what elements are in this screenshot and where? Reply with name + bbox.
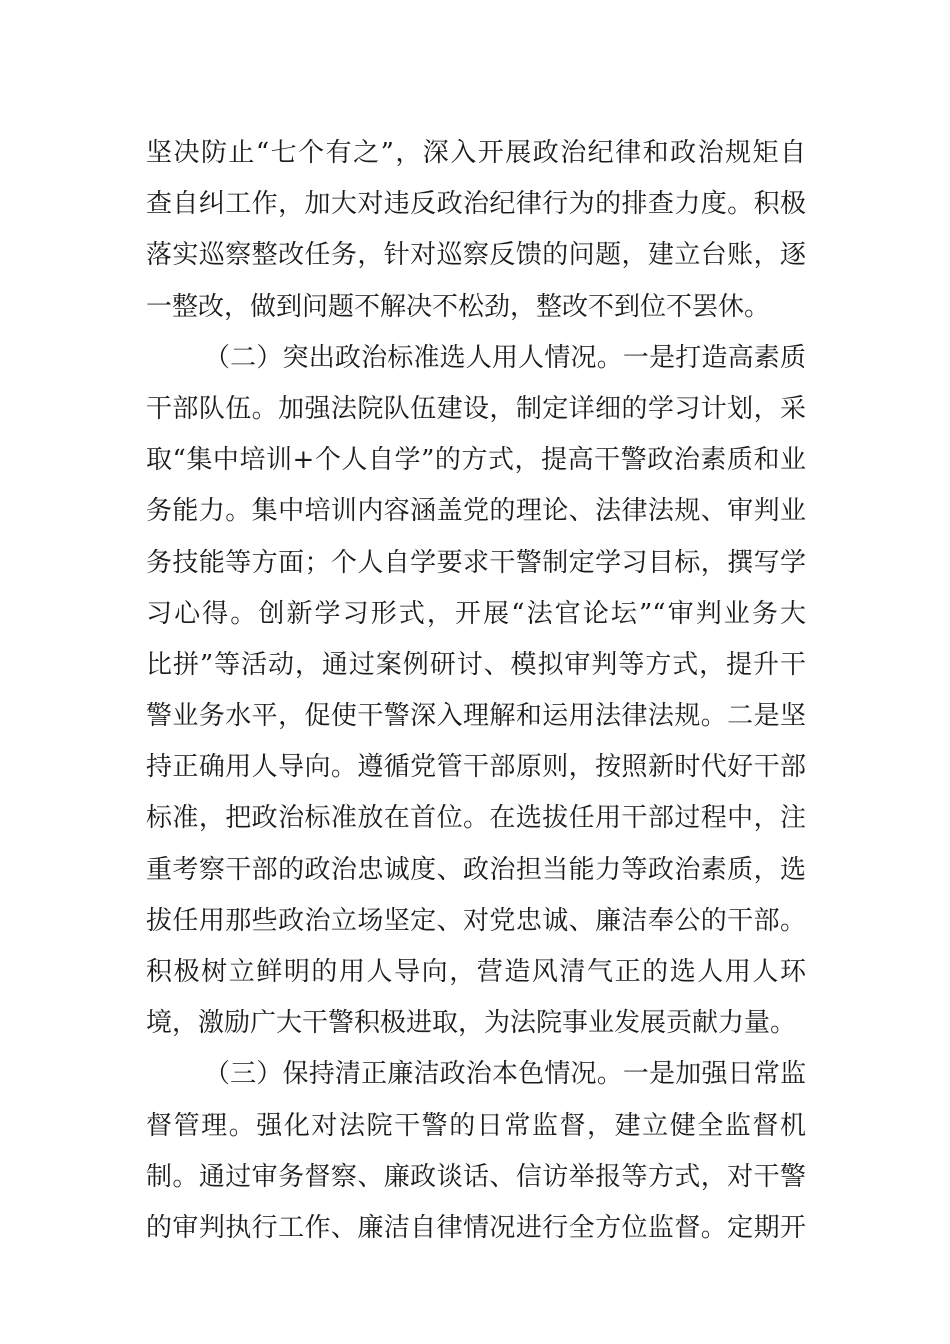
text-line: 境，激励广大干警积极进取，为法院事业发展贡献力量。 <box>146 1008 797 1039</box>
text-line: 比拼”等活动，通过案例研讨、模拟审判等方式，提升干 <box>146 649 806 680</box>
text-line: 坚决防止“七个有之”，深入开展政治纪律和政治规矩自 <box>146 138 806 168</box>
text-line: 制。通过审务督察、廉政谈话、信访举报等方式，对干警 <box>146 1161 806 1192</box>
text-line: 习心得。创新学习形式，开展“法官论坛”“审判业务大 <box>146 598 806 629</box>
section-heading-line: （三）保持清正廉洁政治本色情况。一是加强日常监 <box>204 1059 806 1090</box>
text-line: 拔任用那些政治立场坚定、对党忠诚、廉洁奉公的干部。 <box>146 905 806 936</box>
text-line: 务能力。集中培训内容涵盖党的理论、法律法规、审判业 <box>146 496 806 527</box>
text-line: 一整改，做到问题不解决不松劲，整改不到位不罢休。 <box>146 291 771 322</box>
text-line: 持正确用人导向。遵循党管干部原则，按照新时代好干部 <box>146 752 806 783</box>
section-heading-line: （二）突出政治标准选人用人情况。一是打造高素质 <box>204 342 806 373</box>
text-line: 务技能等方面；个人自学要求干警制定学习目标，撰写学 <box>146 547 806 578</box>
text-line: 的审判执行工作、廉洁自律情况进行全方位监督。定期开 <box>146 1212 806 1243</box>
text-line: 取“集中培训+个人自学”的方式，提高干警政治素质和业 <box>146 445 806 476</box>
text-line: 督管理。强化对法院干警的日常监督，建立健全监督机 <box>146 1110 806 1141</box>
text-line: 查自纠工作，加大对违反政治纪律行为的排查力度。积极 <box>146 189 806 220</box>
text-line: 干部队伍。加强法院队伍建设，制定详细的学习计划，采 <box>146 393 806 424</box>
text-line: 警业务水平，促使干警深入理解和运用法律法规。二是坚 <box>146 701 806 732</box>
text-line: 积极树立鲜明的用人导向，营造风清气正的选人用人环 <box>146 957 806 987</box>
text-line: 重考察干部的政治忠诚度、政治担当能力等政治素质，选 <box>146 854 806 885</box>
text-line: 落实巡察整改任务，针对巡察反馈的问题，建立台账，逐 <box>146 240 806 271</box>
text-line: 标准，把政治标准放在首位。在选拔任用干部过程中，注 <box>146 803 806 834</box>
body-text <box>146 128 806 1254</box>
